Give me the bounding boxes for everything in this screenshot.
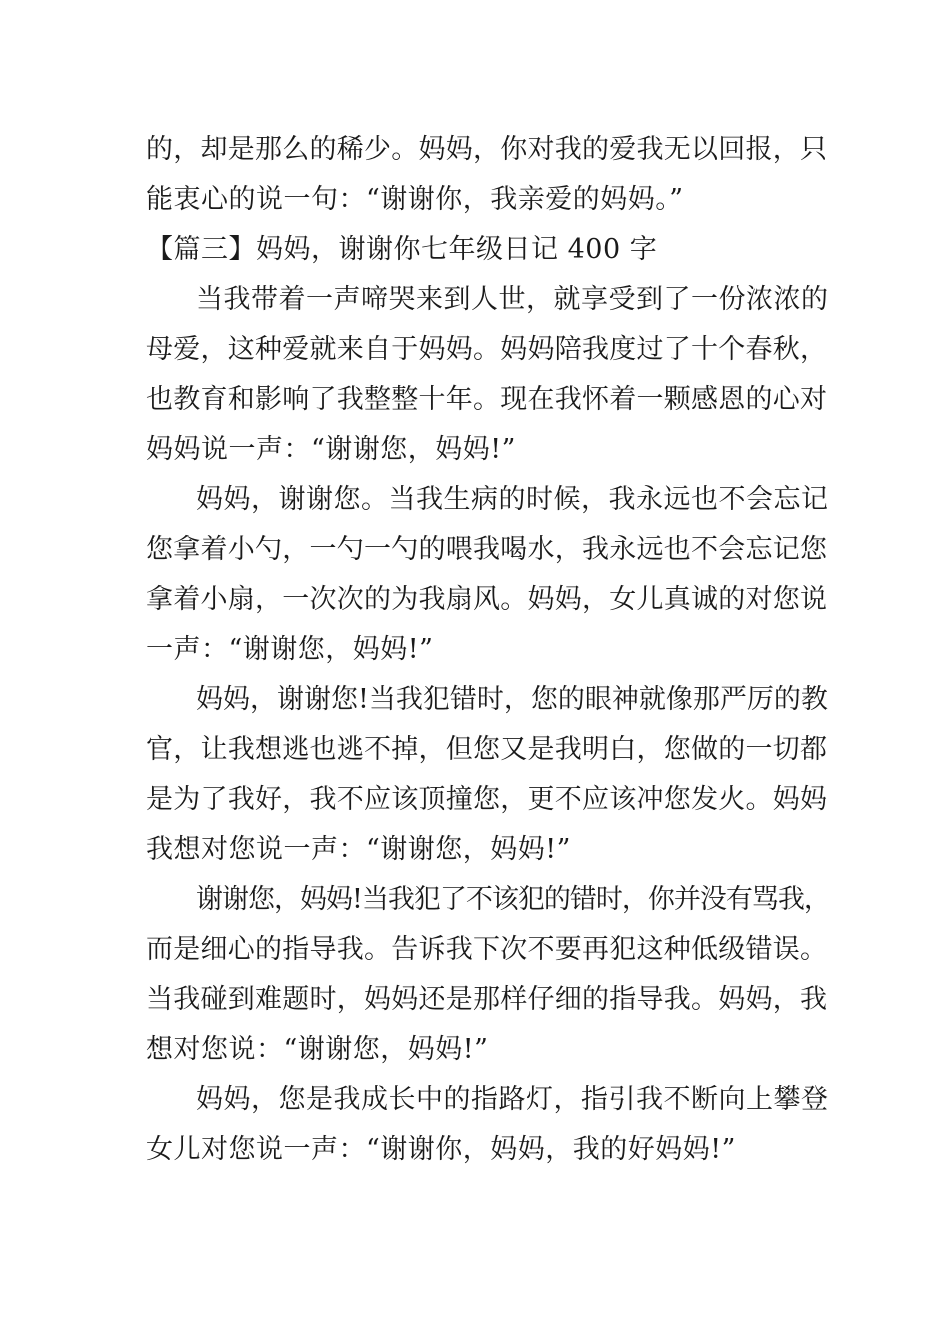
text-line: 的，却是那么的稀少。妈妈，你对我的爱我无以回报，只 <box>146 134 828 165</box>
text-line: 官，让我想逃也逃不掉，但您又是我明白，您做的一切都 <box>146 734 828 765</box>
text-line: 拿着小扇，一次次的为我扇风。妈妈，女儿真诚的对您说 <box>146 584 828 615</box>
text-line: 妈妈，谢谢您!当我犯错时，您的眼神就像那严厉的教 <box>196 684 828 715</box>
text-line: 当我碰到难题时，妈妈还是那样仔细的指导我。妈妈，我 <box>146 984 828 1015</box>
text-line: 一声：“谢谢您，妈妈!” <box>146 634 434 665</box>
text-line: 母爱，这种爱就来自于妈妈。妈妈陪我度过了十个春秋， <box>146 334 828 365</box>
text-line: 是为了我好，我不应该顶撞您，更不应该冲您发火。妈妈 <box>146 784 828 815</box>
text-line: 妈妈，您是我成长中的指路灯，指引我不断向上攀登 <box>196 1084 829 1115</box>
text-line: 能衷心的说一句：“谢谢你，我亲爱的妈妈。” <box>146 184 684 215</box>
text-line: 而是细心的指导我。告诉我下次不要再犯这种低级错误。 <box>146 934 828 965</box>
text-line: 想对您说：“谢谢您，妈妈!” <box>146 1034 489 1065</box>
section-heading: 【篇三】妈妈，谢谢你七年级日记 400 字 <box>146 234 658 265</box>
text-line: 女儿对您说一声：“谢谢你，妈妈，我的好妈妈!” <box>146 1134 736 1165</box>
text-line: 您拿着小勺，一勺一勺的喂我喝水，我永远也不会忘记您 <box>146 534 828 565</box>
text-line: 妈妈，谢谢您。当我生病的时候，我永远也不会忘记 <box>196 484 829 515</box>
text-line: 也教育和影响了我整整十年。现在我怀着一颗感恩的心对 <box>146 384 828 415</box>
text-line: 妈妈说一声：“谢谢您，妈妈!” <box>146 434 516 465</box>
text-line: 当我带着一声啼哭来到人世，就享受到了一份浓浓的 <box>196 284 829 315</box>
text-line: 我想对您说一声：“谢谢您，妈妈!” <box>146 834 571 865</box>
text-line: 谢谢您，妈妈!当我犯了不该犯的错时，你并没有骂我， <box>196 884 830 915</box>
